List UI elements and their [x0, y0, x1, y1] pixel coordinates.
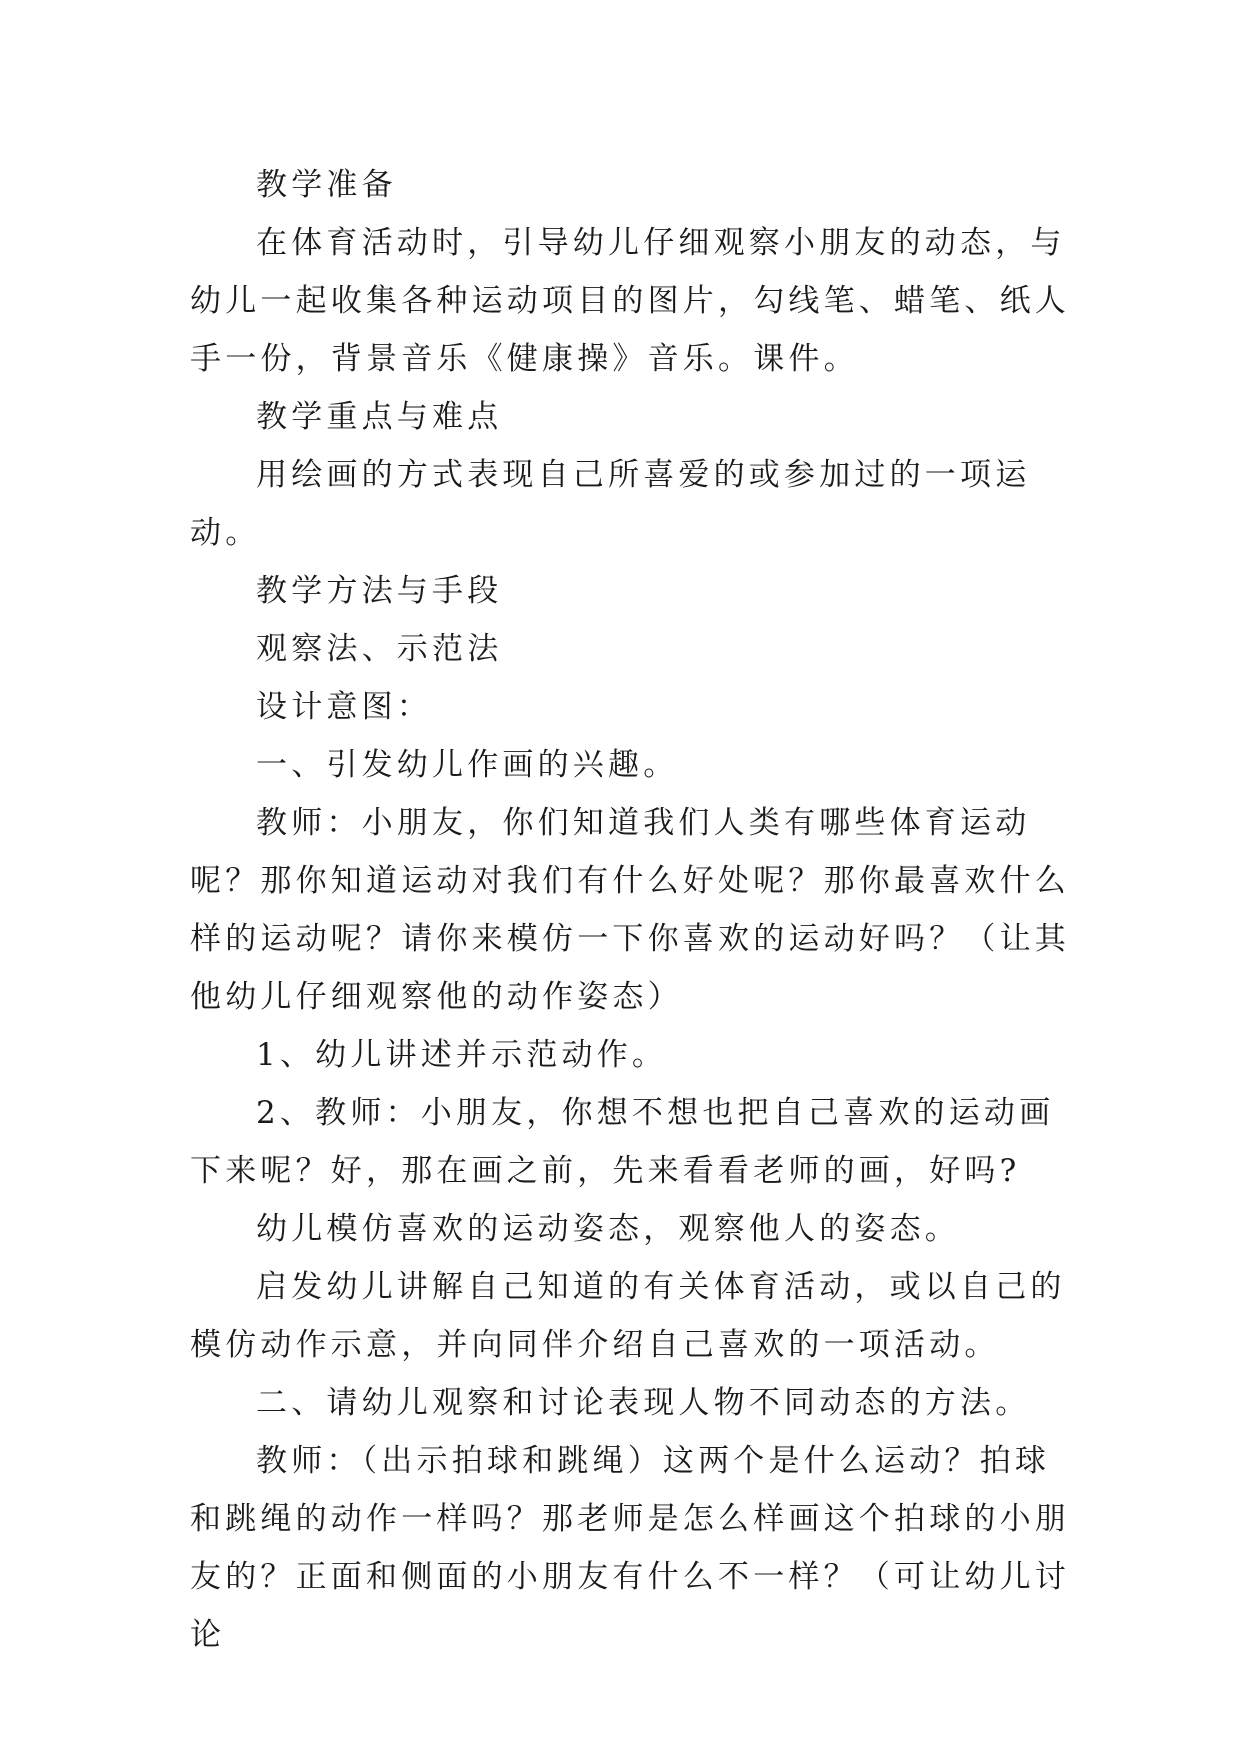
list-item-two: 2、教师：小朋友，你想不想也把自己喜欢的运动画下来呢？好，那在画之前，先来看看老师的画，好吗? — [190, 1095, 1055, 1189]
section-one-title: 一、引发幼儿作画的兴趣。 — [256, 747, 679, 783]
paragraph-methods: 观察法、示范法 — [256, 631, 503, 667]
document-body — [190, 156, 1070, 1664]
paragraph-teacher-question-one: 教师：小朋友，你们知道我们人类有哪些体育运动呢？那你知道运动对我们有什么好处呢？那你最喜欢什么样的运动呢？请你来模仿一下你喜欢的运动好吗？（让其他幼儿仔细观察他的动作姿态） — [190, 805, 1070, 1015]
heading-design-intent: 设计意图： — [256, 689, 432, 725]
paragraph-key-points: 用绘画的方式表现自己所喜爱的或参加过的一项运动。 — [190, 457, 1031, 551]
section-two-title: 二、请幼儿观察和讨论表现人物不同动态的方法。 — [256, 1385, 1031, 1421]
paragraph-preparation-details: 在体育活动时，引导幼儿仔细观察小朋友的动态，与幼儿一起收集各种运动项目的图片，勾线笔、蜡笔、纸人手一份，背景音乐《健康操》音乐。课件。 — [190, 225, 1070, 377]
heading-methods: 教学方法与手段 — [256, 573, 503, 609]
heading-key-points: 教学重点与难点 — [256, 399, 503, 435]
paragraph-inspire-children: 启发幼儿讲解自己知道的有关体育活动，或以自己的模仿动作示意，并向同伴介绍自己喜欢的一项活动。 — [190, 1269, 1066, 1363]
paragraph-teacher-question-two: 教师：（出示拍球和跳绳）这两个是什么运动？拍球和跳绳的动作一样吗？那老师是怎么样画这个拍球的小朋友的？正面和侧面的小朋友有什么不一样？（可让幼儿讨论 — [190, 1443, 1070, 1653]
paragraph-children-imitate: 幼儿模仿喜欢的运动姿态，观察他人的姿态。 — [256, 1211, 960, 1247]
heading-teaching-preparation: 教学准备 — [256, 167, 397, 203]
list-item-one: 1、幼儿讲述并示范动作。 — [256, 1037, 668, 1073]
